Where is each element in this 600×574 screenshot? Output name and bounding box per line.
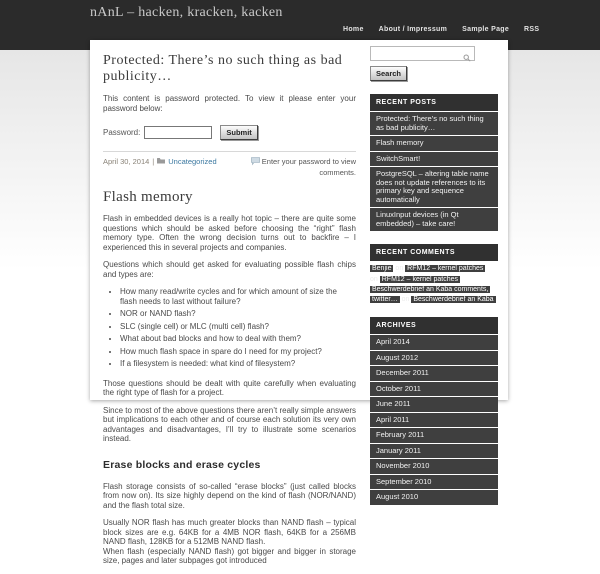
password-input[interactable] — [144, 126, 212, 139]
site-title[interactable]: nAnL – hacken, kracken, kacken — [90, 5, 283, 20]
sidebar — [370, 46, 498, 505]
list-item: • How many read/write cycles and for which amount of size the flash needs to last without failure? — [120, 287, 356, 306]
recent-post-link[interactable]: Protected: There’s no such thing as bad publicity… — [370, 112, 498, 135]
archive-link[interactable]: November 2010 — [370, 459, 498, 474]
flash-paragraph-1: Flash in embedded devices is a really hot topic – there are quite some questions which should be asked before choosing the “right” flash memory type. Often the wrong decision turns out to backfire – I experienced this in several projects and companies. — [103, 214, 356, 252]
archive-link[interactable]: December 2011 — [370, 366, 498, 381]
list-item: • How much flash space in spare do I need for my project? — [120, 347, 356, 357]
list-item: • If a filesystem is needed: what kind of filesystem? — [120, 359, 356, 369]
archives-title: ARCHIVES — [370, 317, 498, 334]
archive-link[interactable]: September 2010 — [370, 475, 498, 490]
comments-link-label: Enter your password to view comments. — [261, 157, 356, 177]
flash-question-list — [120, 287, 356, 369]
post-divider — [103, 151, 356, 152]
archives-widget — [370, 317, 498, 505]
recent-post-link[interactable]: LinuxInput devices (in Qt embedded) – take care! — [370, 208, 498, 231]
flash-paragraph-7: When flash (especially NAND flash) got bigger and bigger in storage size, pages and later subpages got introduced — [103, 546, 356, 565]
list-item: • SLC (single cell) or MLC (multi cell) flash? — [120, 322, 356, 332]
list-item: • What about bad blocks and how to deal with them? — [120, 334, 356, 344]
flash-paragraph-2: Questions which should get asked for evaluating possible flash chips and types are: — [103, 260, 356, 279]
archive-link[interactable]: August 2010 — [370, 490, 498, 505]
comment-entry — [370, 264, 498, 274]
comment-connector: on — [395, 265, 404, 272]
page — [90, 40, 508, 565]
archive-link[interactable]: January 2011 — [370, 444, 498, 459]
erase-blocks-subheading: Erase blocks and erase cycles — [103, 458, 261, 471]
recent-post-link[interactable]: Flash memory — [370, 136, 498, 151]
comment-author-link[interactable]: Benjie — [372, 265, 392, 272]
post-meta — [103, 157, 356, 178]
archive-link[interactable]: August 2012 — [370, 351, 498, 366]
archive-link[interactable]: April 2014 — [370, 335, 498, 350]
comment-connector: on — [370, 275, 378, 283]
post-date: April 30, 2014 — [103, 157, 150, 166]
magnifier-icon — [463, 49, 471, 67]
comment-author-link[interactable]: Beschwerdebrief an Kaba comments, twitter… — [372, 286, 489, 303]
recent-posts-title: RECENT POSTS — [370, 94, 498, 111]
archive-link[interactable]: June 2011 — [370, 397, 498, 412]
password-protected-notice: This content is password protected. To view it please enter your password below: — [103, 94, 356, 113]
nav-item-about-impressum[interactable]: About / Impressum — [378, 26, 448, 33]
recent-post-link[interactable]: SwitchSmart! — [370, 152, 498, 167]
flash-paragraph-5: Flash storage consists of so-called “erase blocks” (just called blocks from now on). Its size highly depend on the kind of flash (NOR/NAND) and the flash total size. — [103, 481, 356, 510]
recent-posts-widget — [370, 94, 498, 231]
comment-post-link[interactable]: RFM12 – kernel patches — [407, 265, 484, 272]
list-item: • NOR or NAND flash? — [120, 309, 356, 319]
nav-item-rss[interactable]: RSS — [524, 26, 540, 33]
main-nav — [343, 26, 539, 33]
recent-comments-title: RECENT COMMENTS — [370, 244, 498, 261]
archive-link[interactable]: October 2011 — [370, 382, 498, 397]
comment-post-link[interactable]: RFM12 – kernel patches — [381, 275, 459, 283]
category-link[interactable]: Uncategorized — [168, 157, 217, 166]
flash-paragraph-3: Those questions should be dealt with quite carefully when evaluating the right type of flash for a project. — [103, 378, 356, 397]
article-column — [103, 40, 356, 574]
nav-item-home[interactable]: Home — [343, 26, 364, 33]
search-input[interactable] — [371, 47, 474, 60]
flash-post-title[interactable]: Flash memory — [103, 189, 193, 205]
archive-link[interactable]: April 2011 — [370, 413, 498, 428]
search-button[interactable]: Search — [370, 66, 407, 81]
comment-entry — [370, 285, 498, 304]
post-meta-left — [103, 157, 217, 166]
flash-paragraph-6: Usually NOR flash has much greater blocks than NAND flash – typical block sizes are e.g. 64KB for a 4MB NOR flash, 64KB for a 256MB NAND flash, 128KB for a 512MB NAND flash. — [103, 518, 356, 546]
submit-button[interactable]: Submit — [220, 125, 257, 140]
nav-item-sample-page[interactable]: Sample Page — [462, 26, 510, 33]
folder-icon — [157, 157, 165, 166]
speech-bubble-icon — [251, 157, 260, 168]
comment-entry — [370, 275, 498, 285]
archive-link[interactable]: February 2011 — [370, 428, 498, 443]
password-label: Password: — [103, 128, 141, 137]
password-form — [103, 125, 356, 140]
recent-comments-widget — [370, 244, 498, 304]
recent-comments-list — [370, 264, 498, 304]
comment-post-link[interactable]: Beschwerdebrief an Kaba — [413, 295, 494, 303]
comment-connector: on — [401, 295, 410, 303]
meta-separator: | — [152, 157, 155, 166]
search-box — [370, 46, 475, 61]
protected-post-title[interactable]: Protected: There’s no such thing as bad publicity… — [103, 53, 343, 84]
recent-post-link[interactable]: PostgreSQL – altering table name does not update references to its primary key and sequence automatically — [370, 167, 498, 207]
comments-link[interactable] — [236, 157, 356, 178]
flash-paragraph-4: Since to most of the above questions there aren’t really simple answers but implications to each other and of course each solution its very own advantages and disadvantages, I’ll try to illustrate some scenarios instead. — [103, 405, 356, 443]
